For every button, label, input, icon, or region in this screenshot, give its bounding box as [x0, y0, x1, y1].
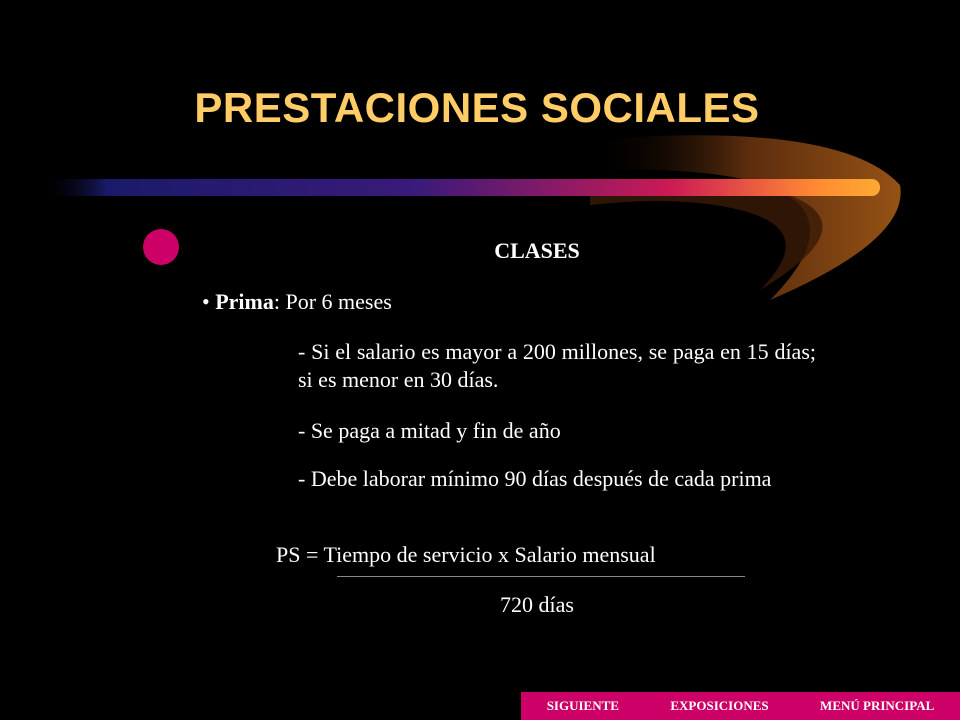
next-button[interactable]: SIGUIENTE — [546, 698, 619, 713]
bullet-item-prima — [202, 289, 392, 315]
formula-lhs: PS = — [276, 542, 324, 567]
fraction-bar — [337, 576, 745, 577]
bullet-description: : Por 6 meses — [273, 289, 392, 314]
point-minimum-days: - Debe laborar mínimo 90 días después de cada prima — [298, 466, 772, 491]
point-salary-rule: - Si el salario es mayor a 200 millones, se paga en 15 días; si es menor en 30 días. — [298, 339, 816, 392]
section-heading: CLASES — [494, 238, 580, 263]
slide-title: PRESTACIONES SOCIALES — [194, 84, 760, 131]
bullet-marker: • — [202, 289, 210, 314]
formula-numerator: Tiempo de servicio x Salario mensual — [323, 542, 656, 567]
formula-denominator: 720 días — [500, 592, 574, 617]
bullet-term: Prima — [215, 289, 274, 314]
point-payment-timing: - Se paga a mitad y fin de año — [298, 418, 561, 443]
main-menu-button[interactable]: MENÚ PRINCIPAL — [820, 698, 935, 713]
exhibits-button[interactable]: EXPOSICIONES — [670, 698, 769, 713]
formula-numerator-line — [276, 542, 656, 568]
navigation-bar — [521, 692, 960, 720]
